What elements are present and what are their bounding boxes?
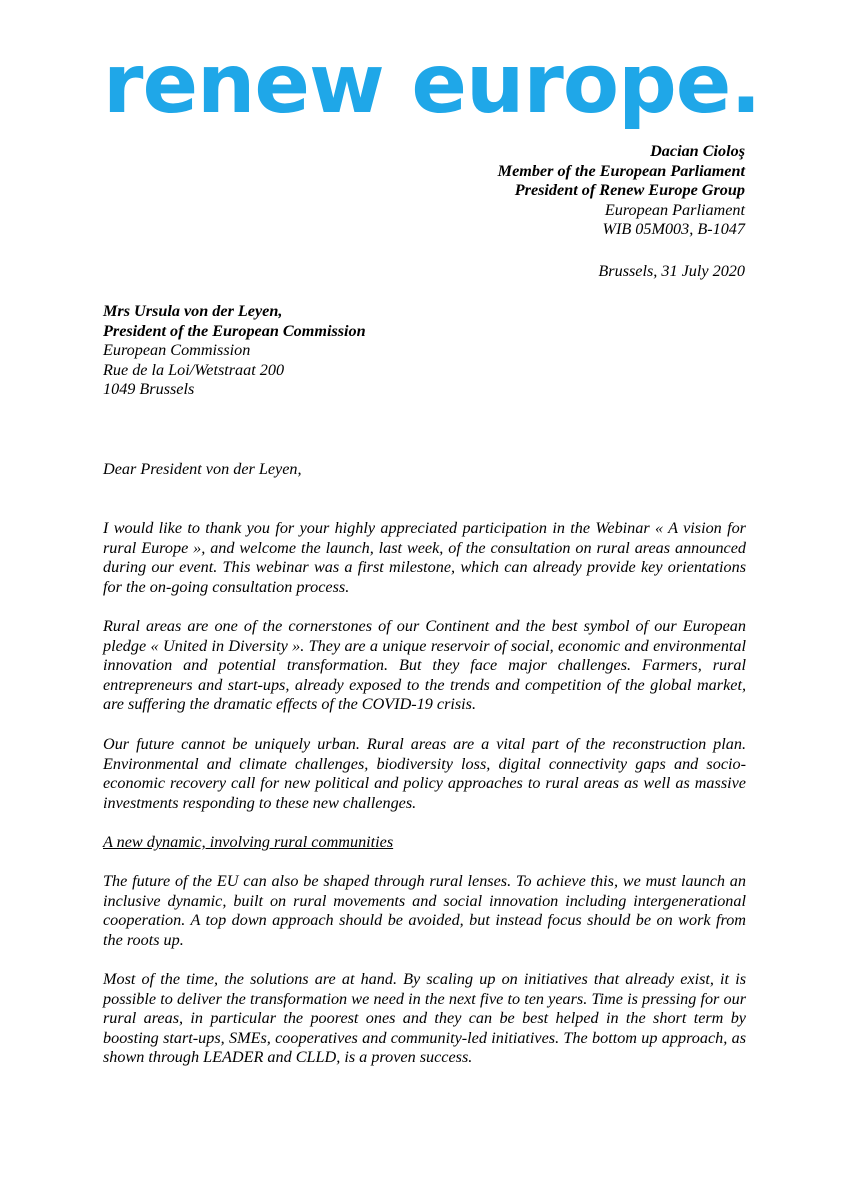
recipient-block xyxy=(103,302,366,400)
paragraph-rural-areas: Rural areas are one of the cornerstones of our Continent and the best symbol of our European pledge « United in Diversity ». They are a unique reservoir of social, economic and environmental innovation and potential transformation. But they face major challenges. Farmers, rural entrepreneurs and start-ups, already exposed to the trends and competition of the global market, are suffering the dramatic effects of the COVID-19 crisis. xyxy=(103,617,746,713)
sender-block xyxy=(498,142,745,240)
sender-role-president: President of Renew Europe Group xyxy=(514,181,745,199)
recipient-city: 1049 Brussels xyxy=(103,380,195,398)
sender-address: WIB 05M003, B-1047 xyxy=(602,220,745,238)
recipient-street: Rue de la Loi/Wetstraat 200 xyxy=(103,360,285,379)
salutation: Dear President von der Leyen, xyxy=(103,460,302,478)
sender-name: Dacian Cioloş xyxy=(650,142,745,160)
paragraph-future-urban: Our future cannot be uniquely urban. Rural areas are a vital part of the reconstruction plan. Environmental and climate challenges, biodiversity loss, digital connectivity gaps and socio-economic recovery call for new political and policy approaches to rural areas as well as massive investments responding to these new challenges. xyxy=(103,735,746,812)
paragraph-webinar-thanks: I would like to thank you for your highly appreciated participation in the Webinar « A vision for rural Europe », and welcome the launch, last week, of the consultation on rural areas announced during our event. This webinar was a first milestone, which can already provide key orientations for the on-going consultation process. xyxy=(103,519,746,596)
recipient-name: Mrs Ursula von der Leyen, xyxy=(103,302,283,320)
section-heading: A new dynamic, involving rural communities xyxy=(103,833,394,851)
paragraph-rural-lenses: The future of the EU can also be shaped through rural lenses. To achieve this, we must launch an inclusive dynamic, built on rural movements and social innovation including intergenerational cooperation. A top down approach should be avoided, but instead focus should be on work from the roots up. xyxy=(103,872,746,949)
recipient-org: European Commission xyxy=(103,341,251,359)
renew-europe-logo: renew europe. xyxy=(103,37,761,132)
recipient-title: President of the European Commission xyxy=(103,321,366,340)
sender-org: European Parliament xyxy=(604,200,745,219)
sender-role-mep: Member of the European Parliament xyxy=(497,161,745,180)
letter-date: Brussels, 31 July 2020 xyxy=(598,262,745,280)
paragraph-solutions: Most of the time, the solutions are at hand. By scaling up on initiatives that already exist, it is possible to deliver the transformation we need in the next five to ten years. Time is pressing for our rural areas, in particular the poorest ones and they can be best helped in the short term by boosting start-ups, SMEs, cooperatives and community-led initiatives. The bottom up approach, as shown through LEADER and CLLD, is a proven success. xyxy=(103,970,746,1066)
